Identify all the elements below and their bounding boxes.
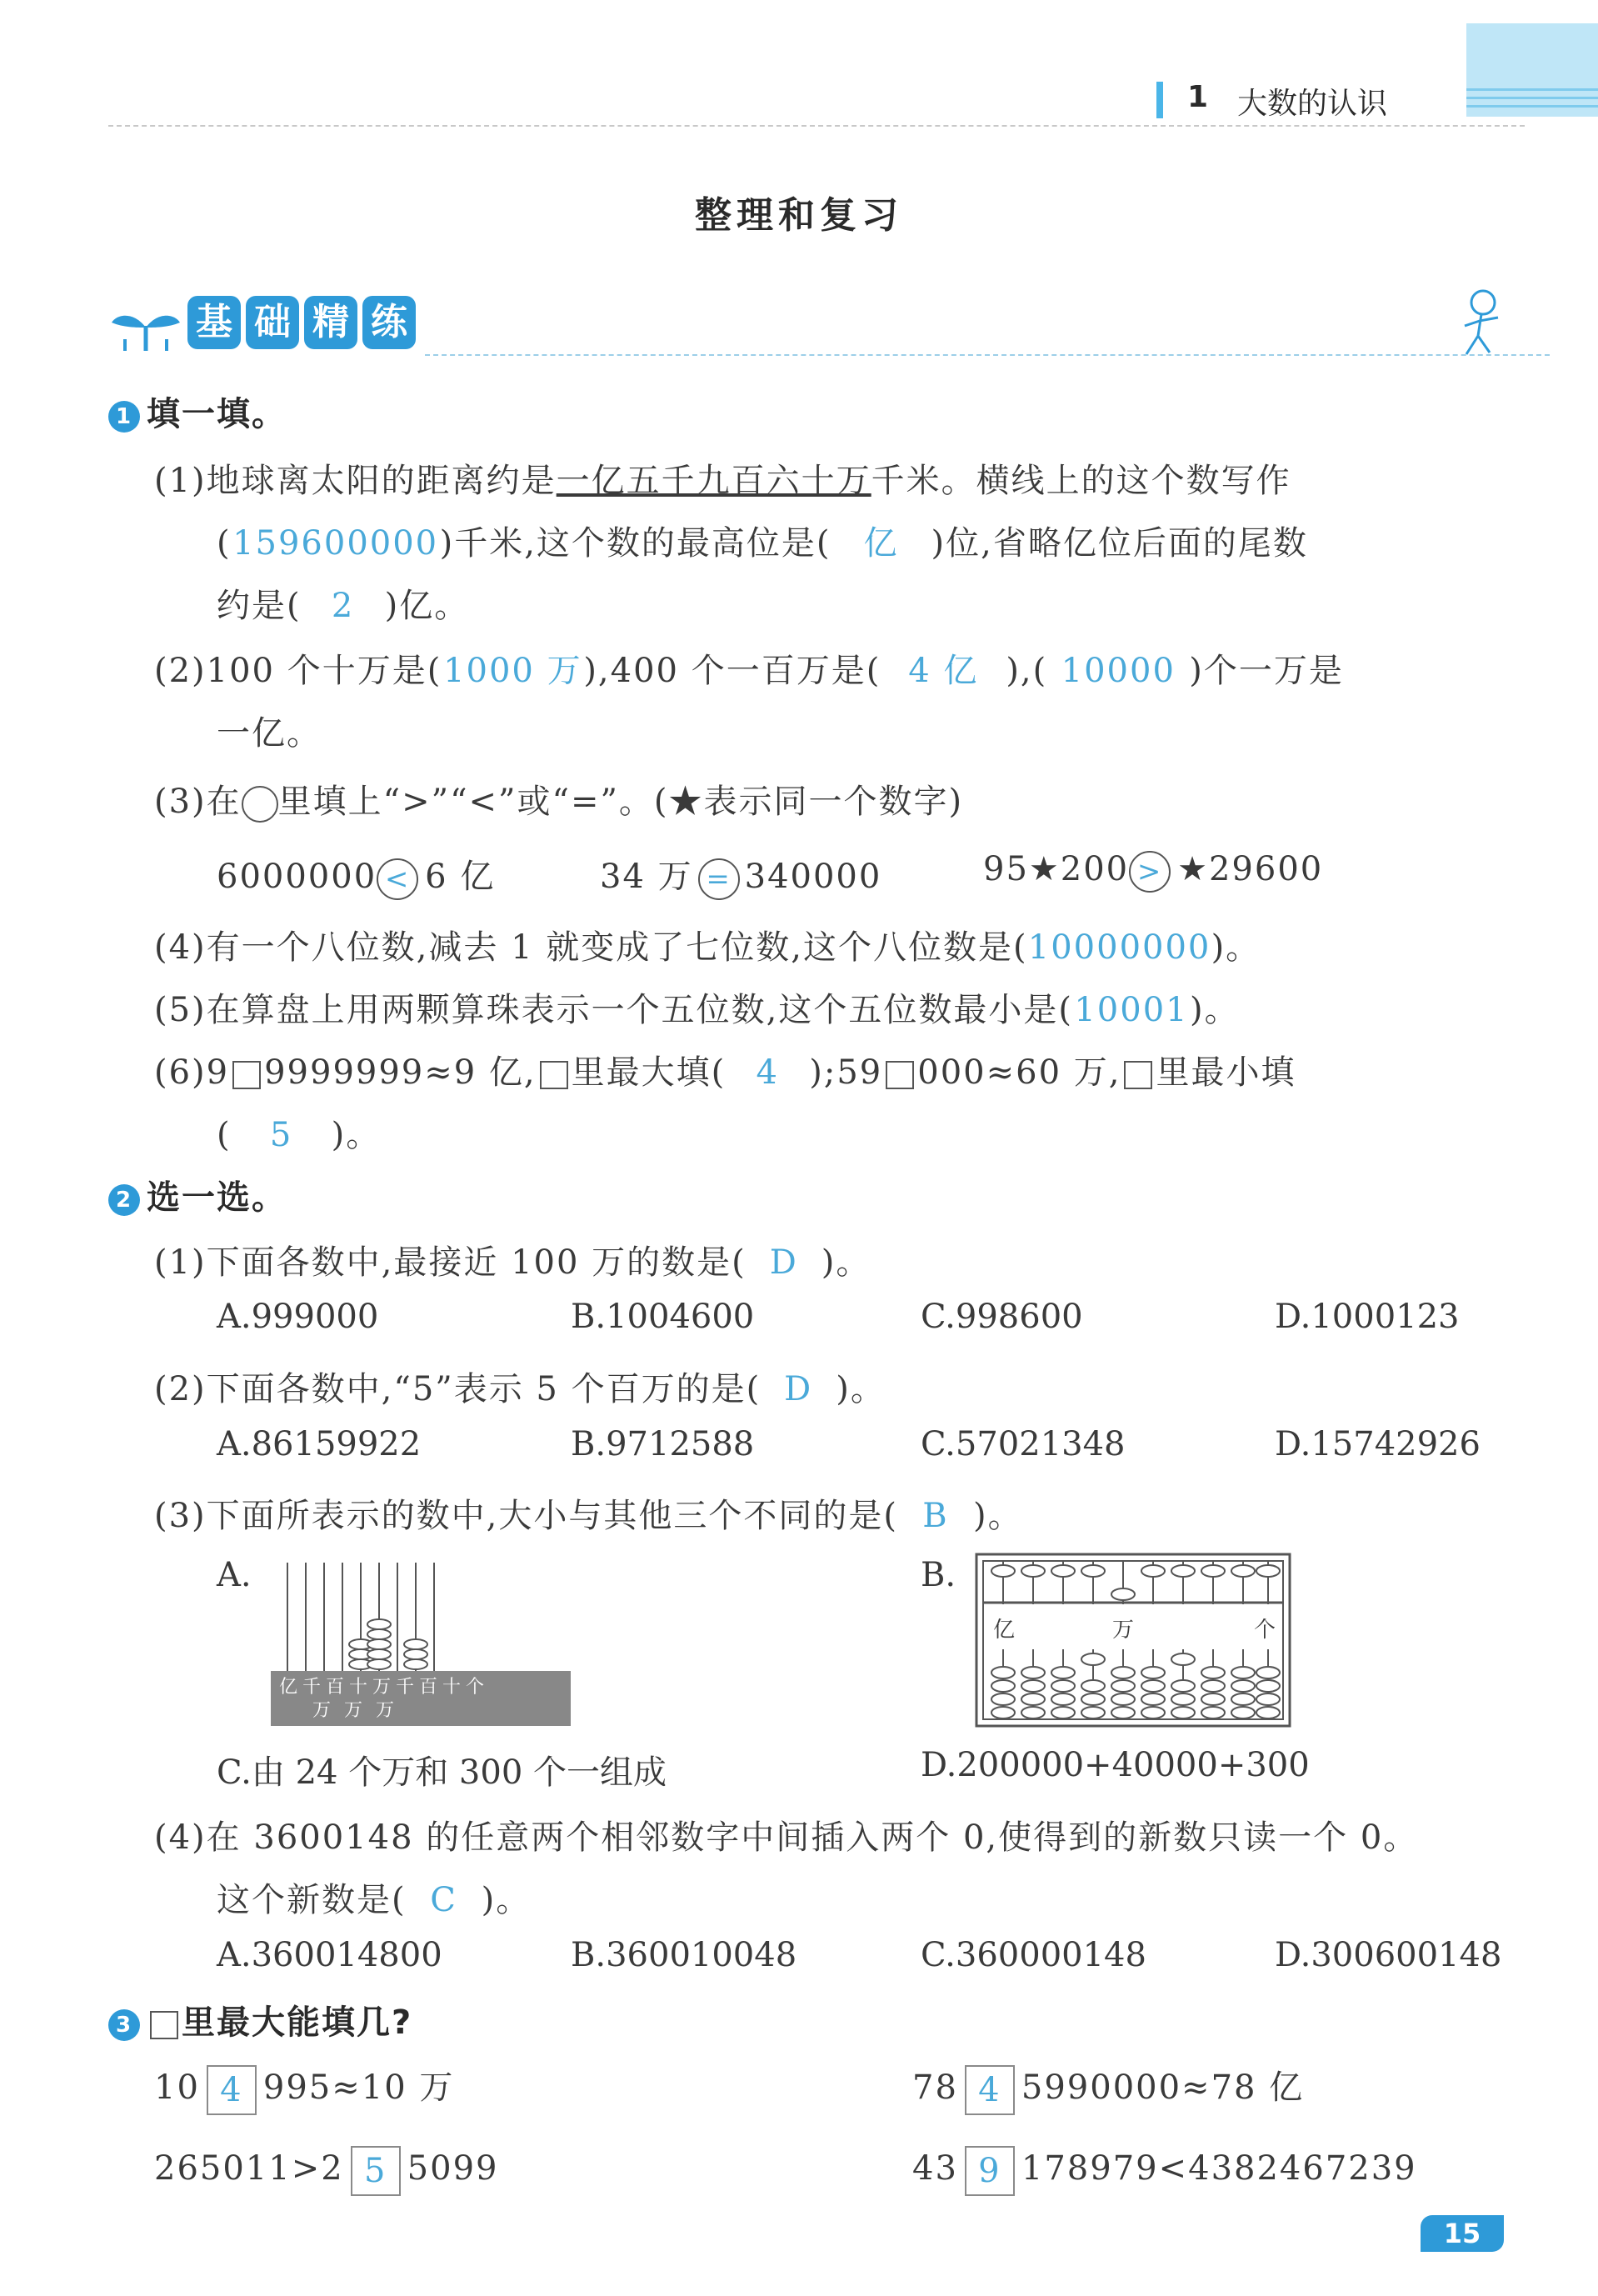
q2-s4-line2-text: 这个新数是( <box>217 1881 407 1919</box>
q1-p5-line <box>154 983 1240 1031</box>
q2-s1-end: )。 <box>821 1243 871 1282</box>
q1-p3-compare-2 <box>600 850 881 900</box>
q1-p2-line1 <box>154 644 1344 692</box>
q3-item-2-left: 78 <box>912 2068 958 2107</box>
q2-heading <box>108 1171 287 1218</box>
section-banner <box>108 296 1516 363</box>
banner-char-4: 练 <box>362 296 416 349</box>
q1-p3-circle-icon <box>242 786 278 823</box>
q2-s2-answer: D <box>784 1370 813 1408</box>
q3-item-2 <box>912 2061 1304 2115</box>
q1-p1-underlined: 一亿五千九百六十万 <box>556 462 871 500</box>
q1-p2-start: (2)100 个十万是( <box>154 652 442 690</box>
q1-p1-line3-start: 约是( <box>217 587 302 625</box>
q1-p5-start: (5)在算盘上用两颗算珠表示一个五位数,这个五位数最小是( <box>154 991 1073 1029</box>
q2-s1-text: (1)下面各数中,最接近 100 万的数是( <box>154 1243 747 1282</box>
q2-section <box>108 1171 1525 1988</box>
q3-section <box>108 1996 1525 2246</box>
q1-title: 填一填。 <box>147 395 287 433</box>
q1-p3-compare-1 <box>217 850 495 900</box>
q1-p6-square-icon <box>540 1061 568 1089</box>
q2-s3-answer: B <box>922 1497 949 1535</box>
abacus-label-ge: 个 <box>1254 1618 1276 1643</box>
q1-p6-answer1: 4 <box>756 1053 779 1092</box>
q1-p1-line1 <box>154 454 1291 502</box>
q1-p6-f: 里最小填 <box>1156 1053 1296 1092</box>
q1-p3-c2-answer: = <box>698 858 740 900</box>
q1-p1-text: (1)地球离太阳的距离约是 <box>154 462 557 500</box>
page-number: 15 <box>1421 2215 1504 2252</box>
header-accent-bar <box>1156 82 1163 118</box>
q3-item-1-answer: 4 <box>207 2065 257 2115</box>
q1-p1-line3 <box>217 579 469 627</box>
q2-s3-text: (3)下面所表示的数中,大小与其他三个不同的是( <box>154 1497 898 1535</box>
q2-badge: 2 <box>108 1184 140 1216</box>
header-corner-tab <box>1466 23 1598 117</box>
q2-s3-option-d[interactable]: D.200000+40000+300 <box>921 1746 1310 1784</box>
q2-s4-answer: C <box>430 1881 457 1919</box>
q1-section <box>108 388 1525 1154</box>
q1-badge: 1 <box>108 401 140 433</box>
q2-s4-line1: (4)在 3600148 的任意两个相邻数字中间插入两个 0,使得到的新数只读一个 0。 <box>154 1818 1419 1857</box>
q3-item-3-answer: 5 <box>351 2146 401 2196</box>
q2-s4-end: )。 <box>481 1881 532 1919</box>
abacus-label-wan: 万 <box>1112 1618 1135 1643</box>
q1-p3-c1-right: 6 亿 <box>425 858 496 896</box>
q2-s3-line <box>154 1489 1023 1537</box>
q1-p4-start: (4)有一个八位数,减去 1 就变成了七位数,这个八位数是( <box>154 928 1028 967</box>
q2-s2-option-b[interactable]: B.9712588 <box>571 1425 755 1463</box>
q2-s2-line <box>154 1363 886 1410</box>
q2-s4-line2 <box>217 1873 531 1921</box>
q1-p6-a: (6)9 <box>154 1053 230 1092</box>
q2-s1-answer: D <box>769 1243 798 1282</box>
q2-s2-end: )。 <box>836 1370 886 1408</box>
banner-char-3: 精 <box>304 296 357 349</box>
q1-p3-line <box>154 775 963 823</box>
q1-p6-c: 里最大填( <box>571 1053 727 1092</box>
banner-char-2: 础 <box>246 296 299 349</box>
q2-s2-option-d[interactable]: D.15742926 <box>1275 1425 1481 1463</box>
q2-s1-line <box>154 1236 871 1283</box>
q2-s3-option-a-label[interactable]: A. <box>217 1556 252 1594</box>
q3-heading <box>108 1996 412 2043</box>
q2-s2-option-c[interactable]: C.57021348 <box>921 1425 1126 1463</box>
chapter-number: 1 <box>1187 80 1209 114</box>
q3-item-4-left: 43 <box>912 2149 958 2188</box>
q1-p6-line2: ( 5 )。 <box>217 1116 382 1154</box>
q2-s3-end: )。 <box>972 1497 1023 1535</box>
q1-p3-c1-answer: < <box>377 858 418 900</box>
q1-p2-answer3: 10000 <box>1061 652 1176 690</box>
q2-s3-option-b-label[interactable]: B. <box>921 1556 956 1594</box>
q2-s1-option-d[interactable]: D.1000123 <box>1275 1298 1460 1336</box>
q1-p6-answer2: 5 <box>269 1116 293 1154</box>
q3-item-3-right: 5099 <box>407 2149 499 2188</box>
q1-p1-mid: )千米,这个数的最高位是( <box>439 524 831 563</box>
q1-p3-start: (3)在 <box>154 783 242 821</box>
sprout-icon <box>108 303 183 353</box>
q1-p3-end: 里填上“>”“<”或“=”。(★表示同一个数字) <box>277 783 964 821</box>
q3-item-1 <box>154 2061 454 2115</box>
q1-p3-c2-right: 340000 <box>744 858 882 896</box>
counting-frame-labels-row1: 亿千百十万千百十个 <box>279 1677 490 1698</box>
banner-dashed-line <box>425 354 1550 356</box>
q1-p2-line2: 一亿。 <box>217 714 322 753</box>
q1-p1-answer2: 亿 <box>863 524 899 563</box>
q3-item-4-answer: 9 <box>965 2146 1015 2196</box>
q1-p5-end: )。 <box>1189 991 1240 1029</box>
q3-item-2-right: 5990000≈78 亿 <box>1021 2068 1305 2107</box>
counting-frame-labels-row2: 万万万 <box>312 1700 408 1721</box>
q2-s4-option-d[interactable]: D.300600148 <box>1275 1936 1502 1974</box>
q1-p6-d: );59 <box>809 1053 883 1092</box>
q3-badge: 3 <box>108 2009 140 2041</box>
q1-p6-square-icon <box>1124 1061 1152 1089</box>
q1-p4-answer: 10000000 <box>1027 928 1211 967</box>
q3-item-3-left: 265011>2 <box>154 2149 344 2188</box>
q1-p1-answer3: 2 <box>331 587 355 625</box>
q1-p1-line2: (159600000)千米,这个数的最高位是( 亿 )位,省略亿位后面的尾数 <box>217 517 1308 564</box>
q1-p6-line1 <box>154 1046 1296 1093</box>
q2-s4-option-a[interactable]: A.360014800 <box>217 1936 442 1974</box>
q3-item-2-answer: 4 <box>965 2065 1015 2115</box>
q1-p4-end: )。 <box>1211 928 1261 967</box>
q3-item-4 <box>912 2146 1417 2196</box>
q1-p3-compare-3 <box>983 850 1323 893</box>
q2-s1-option-c[interactable]: C.998600 <box>921 1298 1083 1336</box>
q1-p3-c3-answer: > <box>1129 851 1171 893</box>
q1-p2-answer2: 4 亿 <box>908 652 979 690</box>
abacus-label-yi: 亿 <box>993 1618 1016 1643</box>
q3-item-1-right: 995≈10 万 <box>262 2068 455 2107</box>
chapter-title: 大数的认识 <box>1237 87 1388 121</box>
q1-p3-c3-right: ★29600 <box>1177 850 1324 888</box>
q1-p5-answer: 10001 <box>1074 991 1189 1029</box>
q2-s3-option-c[interactable]: C.由 24 个万和 300 个一组成 <box>217 1753 667 1792</box>
q2-s2-text: (2)下面各数中,“5”表示 5 个百万的是( <box>154 1370 762 1408</box>
q2-s1-option-a[interactable]: A.999000 <box>217 1298 379 1336</box>
q1-p6-square-icon <box>886 1061 914 1089</box>
q2-s4-option-b[interactable]: B.360010048 <box>571 1936 797 1974</box>
page-title: 整理和复习 <box>695 194 903 237</box>
q3-title: 里最大能填几? <box>182 2003 413 2042</box>
q3-item-1-left: 10 <box>154 2068 200 2107</box>
q1-p6-square-icon <box>232 1061 261 1089</box>
q1-p6-e: 000≈60 万, <box>917 1053 1121 1092</box>
q1-p2-mid2: ),( <box>1006 652 1048 690</box>
q1-p3-c3-left: 95★200 <box>983 850 1130 888</box>
q3-item-3 <box>154 2146 498 2196</box>
q1-p3-c1-left: 6000000 <box>217 858 377 896</box>
q1-heading <box>108 388 287 435</box>
q2-s2-option-a[interactable]: A.86159922 <box>217 1425 422 1463</box>
q3-item-4-right: 178979<4382467239 <box>1021 2149 1417 2188</box>
q3-square-icon <box>150 2011 178 2039</box>
q1-p4-line <box>154 921 1261 968</box>
q1-p1-line3-end: )亿。 <box>384 587 470 625</box>
header-dotted-divider <box>108 125 1525 127</box>
q1-p2-answer1: 1000 万 <box>443 652 582 690</box>
q2-s4-option-c[interactable]: C.360000148 <box>921 1936 1146 1974</box>
running-kid-icon <box>1450 288 1508 363</box>
q1-p1-answer1: 159600000 <box>232 524 439 563</box>
q1-p2-mid: ),400 个一百万是( <box>583 652 881 690</box>
q2-title: 选一选。 <box>147 1178 287 1217</box>
header-bar <box>108 80 1508 125</box>
banner-char-1: 基 <box>187 296 241 349</box>
q1-p3-c2-left: 34 万 <box>600 858 693 896</box>
q1-p6-b: 9999999≈9 亿, <box>264 1053 537 1092</box>
q1-p6-g: )。 <box>331 1116 382 1154</box>
q1-p1-text-end: 千米。横线上的这个数写作 <box>871 462 1291 500</box>
q1-p2-end: )个一万是 <box>1189 652 1344 690</box>
q2-s1-option-b[interactable]: B.1004600 <box>571 1298 755 1336</box>
q1-p1-end: )位,省略亿位后面的尾数 <box>931 524 1308 563</box>
